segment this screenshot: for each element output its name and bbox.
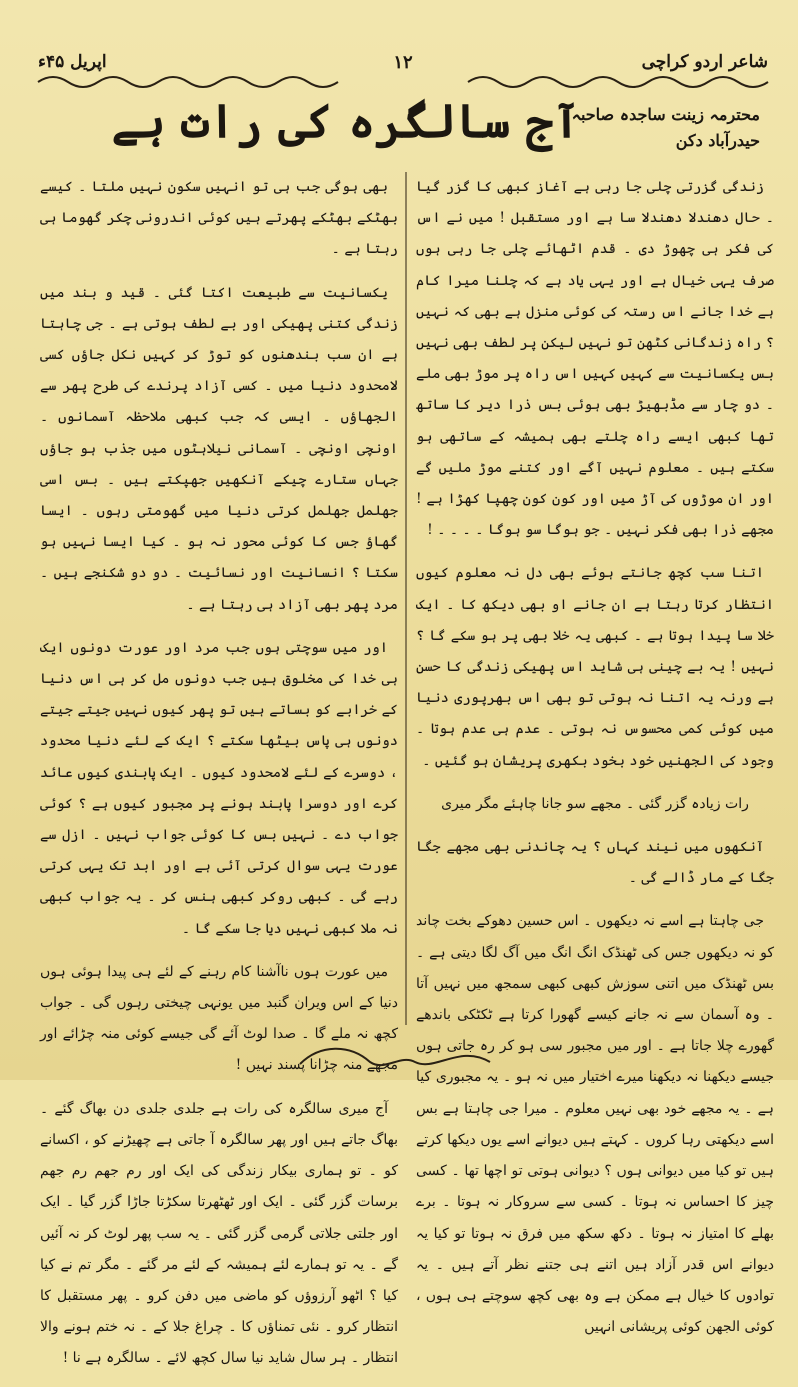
page-header — [38, 52, 768, 92]
issue-date: اپریل ۴۵ء — [38, 52, 107, 72]
paragraph: اور میں سوچتی ہوں جب مرد اور عورت دونوں ایک ہی خدا کی مخلوق ہیں جب دونوں مل کر ہی اس دنیا کے خرابے کو بساتے ہیں تو پھر کیوں نہیں جیتے جیتے دونوں ہی پاس بیٹھا سکتے ؟ ایک کے لئے دنیا محدود ، دوسرے کے لئے لامحدود کیوں ۔ ایک پابندی کیوں عائد کرے اور دوسرا پابند ہونے پر مجبور کیوں ہے ؟ کوئی جواب دے ۔ نہیں بس کا کوئی جواب نہیں ۔ ازل سے عورت یہی سوال کرتی آئی ہے اور ابد تک یہی کرتی رہے گی ۔ کبھی روکر کبھی ہنس کر ۔ یہ جواب کبھی نہ ملا کبھی نہیں دیا جا سکے گا ۔ — [40, 639, 398, 937]
paragraph: یکسانیت سے طبیعت اکتا گئی ۔ قید و بند میں زندگی کتنی پھیکی اور بے لطف ہوتی ہے ۔ جی چاہتا ہے ان سب بندھنوں کو توڑ کر کہیں نکل جاؤں کسی لامحدود دنیا میں ۔ کسی آزاد پرندے کی طرح پھر سے الجھاؤں ۔ ایسی کہ جب کبھی ملاحظہ آسمانوں ۔ اونچی اونچی ۔ آسمانی نیلاہٹوں میں جذب ہو جاؤں جہاں ستارے چیکے آنکھیں جھپکتے ہیں ۔ بس اسی جھلمل جھلمل کرتی دنیا میں گھومتی رہوں ۔ ایسا گھاؤ جس کا کوئی محور نہ ہو ۔ کیا ایسا نہیں ہو سکتا ؟ انسانیت اور نسائیت ۔ دو دو شکنجے ہیں ۔ مرد پھر بھی آزاد ہی رہتا ہے ۔ — [40, 284, 398, 613]
magazine-name: شاعر اردو کراچی — [641, 52, 768, 72]
page-number: ١٢ — [393, 52, 413, 73]
paragraph: بھی ہوگی جب ہی تو انہیں سکون نہیں ملتا ۔ کیسے بھٹکے بھٹکے پھرتے ہیں کوئی اندرونی چکر گھوما ہی رہتا ہے ۔ — [40, 179, 398, 258]
article-title: آج سالگرہ کی رات ہے — [111, 94, 580, 148]
paragraph: رات زیادہ گزر گئی ۔ مجھے سو جانا چاہئے مگر میری — [441, 795, 749, 812]
paragraph: آج میری سالگرہ کی رات ہے جلدی جلدی دن بھاگ گئے ۔ بھاگ جاتے ہیں اور پھر سالگرہ آ جاتی ہے چھیڑنے کو ، اکسانے کو ۔ تو ہماری بیکار زندگی کی ایک اور رم جھم رم جھم برسات گزر گئی ۔ ایک اور ٹھٹھرتا سکڑتا جاڑا گزر گیا ۔ ایک اور جلتی جلاتی گرمی گزر گئی ۔ یہ سب پھر لوٹ کر نہ آئیں گے ۔ یہ تو ہمارے لئے ہمیشہ کے لئے مر گئے ۔ مگر تم نے کیا کیا ؟ اٹھو آرزوؤں کو ماضی میں دفن کرو ۔ پھر مستقبل کا انتظار کرو ۔ نئی تمناؤں کا ۔ چراغ جلا کے ۔ نہ ختم ہونے والا انتظار ۔ ہر سال شاید نیا سال کچھ لائے ۔ سالگرہ ہے نا ! — [40, 1100, 398, 1367]
paragraph: اتنا سب کچھ جانتے ہوئے بھی دل نہ معلوم کیوں انتظار کرتا رہتا ہے ان جانے او بھی دیکھ کا ۔ ایک خلا سا پیدا ہوتا ہے ۔ کبھی یہ خلا بھی پر ہو سکے گا ؟ نہیں ! یہ بے چینی ہی شاید اس پھیکی زندگی کا حسن ہے ورنہ یہ اتنا نہ ہوتی تو بھی اس بھرپوری دنیا میں کوئی کمی محسوس نہ ہوتی ۔ عدم ہی عدم ہوتا ۔ وجود کی الجھنیں خود بخود بکھری پریشان ہو گئیں ۔ — [416, 565, 774, 769]
footer-ornament — [0, 1034, 798, 1074]
paragraph: میں عورت ہوں ناآشنا کام رہنے کے لئے ہی پیدا ہوئی ہوں دنیا کے اس ویران گنبد میں یونہی چیختی رہوں گی ۔ جواب کچھ نہ ملے گا ۔ صدا لوٹ آئے گی جیسے کوئی منہ چڑائے اور مجھے منہ چڑانا پسند نہیں ! — [40, 963, 398, 1074]
article-column-left — [40, 172, 398, 1387]
byline — [572, 102, 760, 154]
author-place: حیدرآباد دکن — [675, 131, 760, 150]
column-divider — [405, 172, 407, 1025]
article-column-right — [416, 172, 774, 1355]
author-name: محترمہ زینت ساجدہ صاحبہ — [571, 105, 760, 124]
article-heading — [0, 92, 798, 172]
paragraph: جی چاہتا ہے اسے نہ دیکھوں ۔ اس حسین دھوکے بخت چاند کو نہ دیکھوں جس کی ٹھنڈک انگ انگ میں آگ لگا دیتی ہے ۔ بس ٹھنڈک میں اتنی سوزش کبھی کبھی سمجھ میں نہیں آتا ۔ وہ آسمان سے نہ جانے کیسے گھورا کرتا ہے ٹکٹکی باندھے گھورے چلا جاتا ہے ۔ اور میں مجبور سی ہو کر رہ جاتی ہوں جیسے دیکھنا نہ دیکھنا میرے اختیار میں نہ ہو ۔ یہ مجبوری کیا ہے ۔ یہ مجھے خود بھی نہیں معلوم ۔ میرا جی چاہتا ہے بس اسے دیکھتی رہا کروں ۔ کہتے ہیں دیوانے اسے یوں دیکھا کرتے ہیں تو کیا میں دیوانی ہوں ؟ دیوانی ہوتی تو اچھا تھا ۔ کسی چیز کا احساس نہ ہوتا ۔ کسی سے سروکار نہ ہوتا ۔ برے بھلے کا امتیاز نہ ہوتا ۔ دکھ سکھ میں فرق نہ ہوتا تو کیا یہ دیوانے اس قدر آزاد ہیں اتنے ہی جتنے نظر آتے ہیں ۔ یہ توادوں کا خیال ہے ممکن ہے وہ بھی کچھ سوچتے ہی ہوں ، کوئی الجھن کوئی پریشانی انہیں — [416, 913, 774, 1336]
paragraph: آنکھوں میں نیند کہاں ؟ یہ چاندنی بھی مجھے جگا جگا کے مار ڈالے گی ۔ — [416, 839, 774, 887]
paragraph: زندگی گزرتی چلی جا رہی ہے آغاز کبھی کا گزر گیا ۔ حال دھندلا دھندلا سا ہے اور مستقبل ! میں نے اس کی فکر ہی چھوڑ دی ۔ قدم اٹھائے چلی جا رہی ہوں صرف یہی خیال ہے اور یہی یاد ہے کہ چلنا میرا کام ہے خدا جانے اس رستہ کی کوئی منزل ہے بھی کہ نہیں ؟ راہ زندگانی کٹھن تو نہیں لیکن پر لطف بھی نہیں بس یکسانیت سے کہیں کہیں اس راہ پر موڑ بھی ملے ۔ دو چار سے مڈبھیڑ بھی ہوئی بس ذرا دیر کا ساتھ تھا کبھی ایسے راہ چلتے بھی ہمیشہ کے ساتھی ہو سکتے ہیں ۔ معلوم نہیں آگے اور کتنے موڑ ملیں گے اور ان موڑوں کی آڑ میں اور کون کون چھپا کھڑا ہے ! مجھے ذرا بھی فکر نہیں ۔ جو ہوگا سو ہوگا ۔ ۔ ۔ ۔ ! — [416, 179, 774, 539]
header-ornament-rule — [38, 70, 768, 94]
